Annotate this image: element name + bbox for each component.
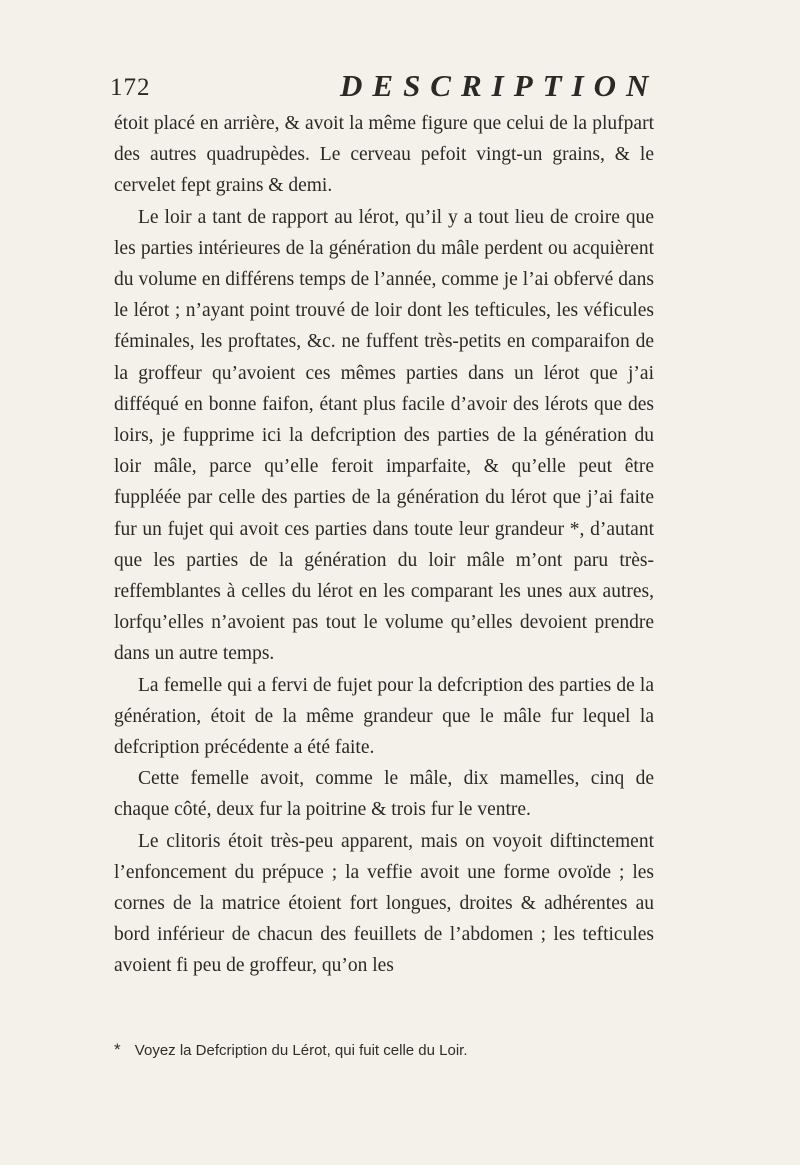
- footnote-marker: *: [114, 1040, 121, 1059]
- paragraph-4: Cette femelle avoit, comme le mâle, dix mamelles, cinq de chaque côté, deux fur la poitrine & trois fur le ventre.: [114, 768, 654, 821]
- paragraph-5: Le clitoris étoit très-peu apparent, mais on voyoit diftinctement l’enfoncement du prépuce ; la veffie avoit une forme ovoïde ; les cornes de la matrice étoient fort longues, droites & adhérentes au bord inférieur de chacun des feuillets de l’abdomen ; les tefticules avoient fi peu de groffeur, qu’on les: [114, 830, 654, 977]
- page-number: 172: [110, 74, 151, 101]
- footnote-text: Voyez la Defcription du Lérot, qui fuit celle du Loir.: [134, 1042, 468, 1059]
- body-text: [114, 108, 654, 982]
- paragraph-2: Le loir a tant de rapport au lérot, qu’il y a tout lieu de croire que les parties intérieures de la génération du mâle perdent ou acquièrent du volume en différens temps de l’année, comme je l’ai obfervé dans le lérot ; n’ayant point trouvé de loir dont les tefticules, les véficules féminales, les proftates, &c. ne fuffent très-petits en comparaifon de la groffeur qu’avoient ces mêmes parties dans un lérot que j’ai difféqué en bonne faifon, étant plus facile d’avoir des lérots que des loirs, je fupprime ici la defcription des parties de la génération du loir mâle, parce qu’elle feroit imparfaite, & qu’elle peut être fuppléée par celle des parties de la génération du lérot que j’ai faite fur un fujet qui avoit ces parties dans toute leur grandeur *, d’autant que les parties de la génération du loir mâle m’ont paru très-reffemblantes à celles du lérot en les comparant les unes aux autres, lorfqu’elles n’avoient pas tout le volume qu’elles devoient prendre dans un autre temps.: [114, 206, 654, 665]
- paragraph-1: étoit placé en arrière, & avoit la même figure que celui de la plufpart des autres quadrupèdes. Le cerveau pefoit vingt-un grains, & le cervelet fept grains & demi.: [114, 113, 654, 197]
- running-title: DESCRIPTION: [340, 68, 659, 103]
- footnote: [114, 1040, 674, 1061]
- paragraph-3: La femelle qui a fervi de fujet pour la defcription des parties de la génération, étoit de la même grandeur que le mâle fur lequel la defcription précédente a été faite.: [114, 674, 654, 759]
